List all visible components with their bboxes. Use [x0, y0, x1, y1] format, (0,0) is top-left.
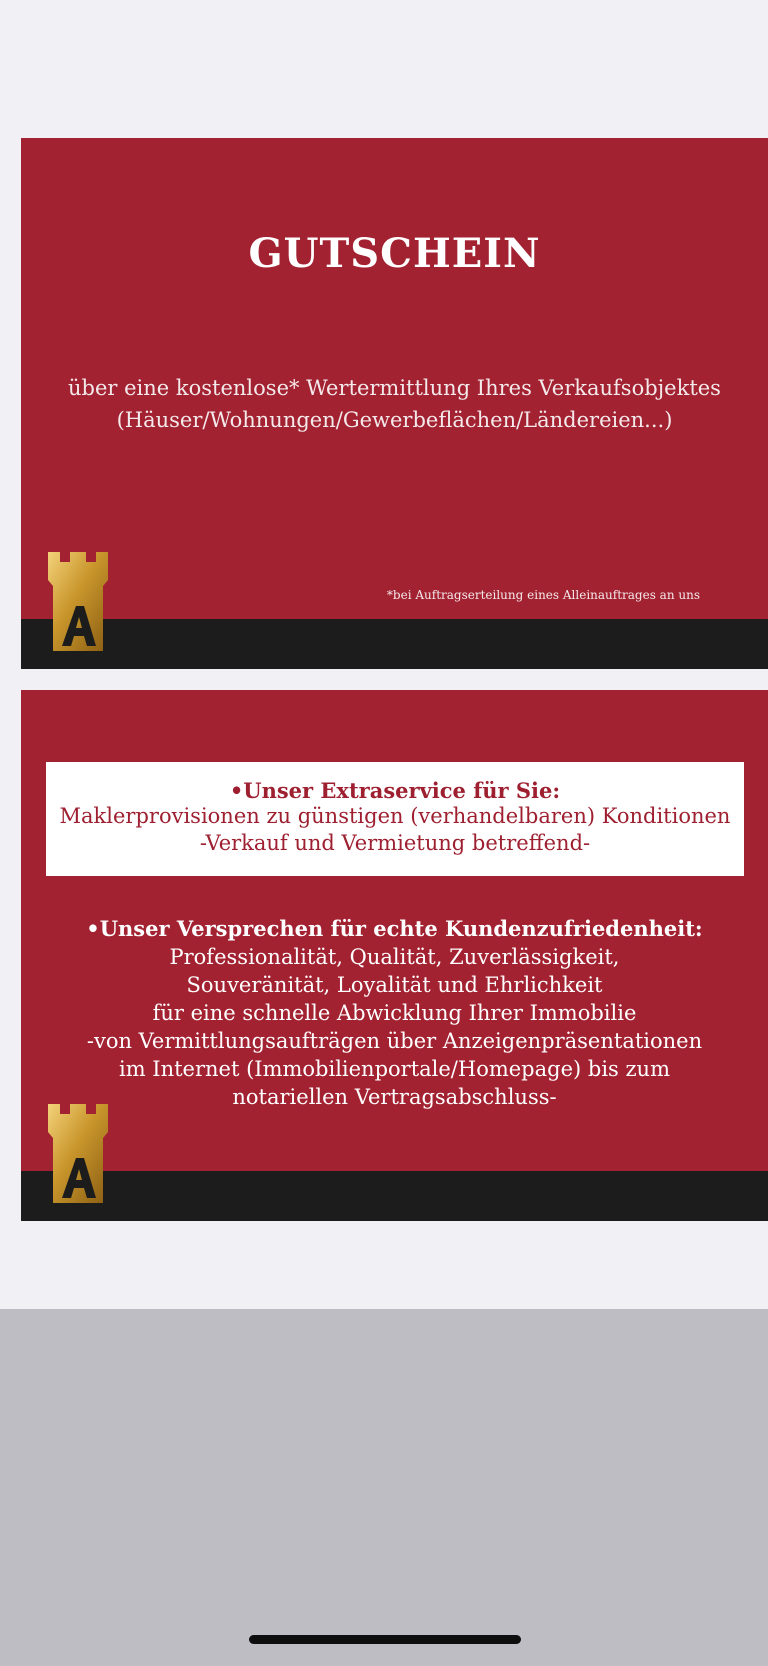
promise-line: für eine schnelle Abwicklung Ihrer Immobilie [152, 1001, 637, 1025]
tower-logo-icon [46, 1102, 110, 1205]
voucher-card [21, 138, 768, 669]
card-footer-bar [21, 619, 768, 669]
promise-section [21, 915, 768, 1111]
extra-service-box [46, 762, 744, 876]
home-indicator-bar[interactable] [249, 1635, 521, 1644]
logo-letter: A [46, 550, 47, 551]
tower-logo-icon [46, 550, 110, 653]
bottom-gray-area [0, 1309, 768, 1666]
voucher-subtitle-line1: über eine kostenlose* Wertermittlung Ihres Verkaufsobjektes [68, 376, 721, 400]
extra-service-line2: -Verkauf und Vermietung betreffend- [199, 831, 591, 855]
promise-line: notariellen Vertragsabschluss- [232, 1085, 557, 1109]
extra-service-heading: •Unser Extraservice für Sie: [229, 778, 561, 803]
card-footer-bar [21, 1171, 768, 1221]
promise-line: Souveränität, Loyalität und Ehrlichkeit [186, 973, 603, 997]
promise-line: im Internet (Immobilienportale/Homepage) bis zum [118, 1057, 670, 1081]
voucher-title: GUTSCHEIN [248, 230, 541, 277]
voucher-footnote: *bei Auftragserteilung eines Alleinauftrages an uns [386, 588, 700, 602]
logo-letter: A [46, 1102, 47, 1103]
extra-service-line1: Maklerprovisionen zu günstigen (verhandelbaren) Konditionen [59, 804, 731, 828]
voucher-subtitle-line2: (Häuser/Wohnungen/Gewerbeflächen/Ländereien...) [116, 408, 673, 432]
services-card [21, 690, 768, 1221]
promise-line: -von Vermittlungsaufträgen über Anzeigenpräsentationen [86, 1029, 703, 1053]
promise-line: Professionalität, Qualität, Zuverlässigkeit, [169, 945, 620, 969]
promise-heading: •Unser Versprechen für echte Kundenzufriedenheit: [86, 916, 703, 941]
